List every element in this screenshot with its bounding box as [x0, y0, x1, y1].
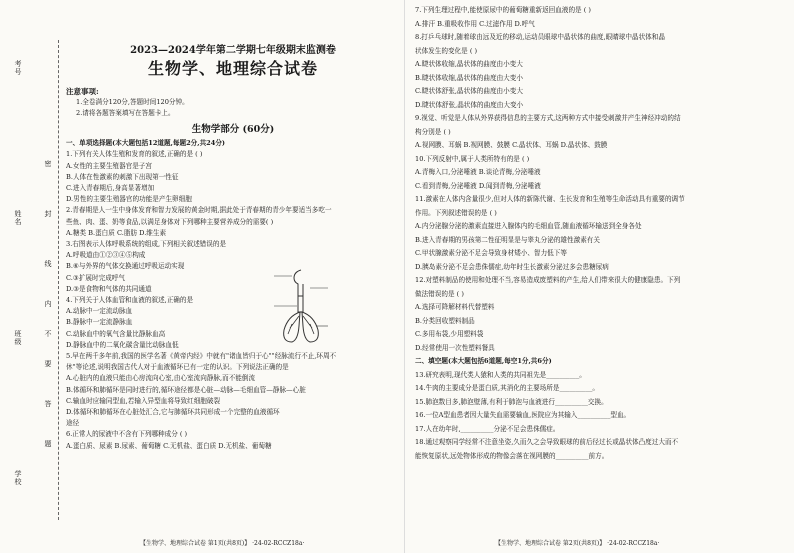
page-2-content	[415, 4, 787, 463]
question-line: 8.打乒乓球时,随着球由远及近的移动,运动员眼球中晶状体的曲度,眼睛球中晶状体和晶	[415, 33, 665, 41]
question-line: A.青梅入口,分泌唾液 B.谈论青梅,分泌唾液	[415, 168, 541, 176]
exam-subtitle: 生物学、地理综合试卷	[147, 59, 318, 78]
question-line: 2.青春期是人一生中身体发育和智力发展的黄金时期,据此处于青春期的青少年要适当多吃一	[66, 206, 332, 215]
note-item: 2.请将各题答案填写在答题卡上。	[76, 108, 175, 117]
question-line: 做法错误的是 ( )	[415, 289, 464, 298]
question-line: B.体循环和肺循环是同时进行的,循环途径都是心脏—动脉—毛细血管—静脉—心脏	[66, 385, 306, 394]
question-line: 14.牛肉的主要成分是蛋白质,其消化的主要场所是__________。	[415, 384, 600, 392]
seal-char: 封	[44, 210, 52, 218]
question-line: B.睫状体收缩,晶状体的曲度由大变小	[415, 73, 523, 82]
margin-label-exam-number: 考号	[14, 60, 22, 76]
question-line: A.蛋白质、尿素 B.尿素、葡萄糖 C.无机盐、蛋白质 D.无机盐、葡萄糖	[66, 441, 272, 450]
question-line: 11.激素在人体内含量很少,但对人体的新陈代谢、生长发育和生殖等生命活动具有重要的调节	[415, 195, 685, 203]
question-line: C.多用布袋,少用塑料袋	[415, 330, 484, 338]
question-line: C.③扩展时完成呼气	[66, 273, 125, 282]
question-line: 能恢复原状,远处物体形成的物像会落在视网膜的__________前方。	[415, 451, 609, 460]
question-line: 6.正常人的尿液中不含有下列哪种成分 ( )	[66, 430, 188, 439]
page-1-content	[66, 4, 400, 452]
binding-margin	[0, 0, 62, 553]
question-line: B.分类回收塑料制品	[415, 316, 475, 325]
margin-label-name: 姓名	[14, 210, 22, 226]
question-line: A.视网膜、耳蜗 B.视网膜、鼓膜 C.晶状体、耳蜗 D.晶状体、鼓膜	[415, 141, 608, 149]
question-line: B.人体在性激素的刺激下出现第一性征	[66, 172, 179, 181]
question-line: 3.右图表示人体呼吸系统的组成,下列相关叙述错误的是	[66, 240, 227, 249]
question-line: 状体发生的变化是 ( )	[415, 46, 478, 55]
seal-char: 线	[44, 260, 52, 268]
question-line: 15.肺泡数目多,肺泡壁薄,有利于肺泡与血液进行__________交换。	[415, 397, 608, 406]
section-heading: 生物学部分 (60分)	[191, 124, 275, 136]
question-line: D.经常使用一次性塑料餐具	[415, 343, 495, 352]
note-item: 1.全卷满分120分,答题时间120分钟。	[76, 98, 189, 106]
question-line: 休"等论述,说明我国古代人对于血液循环已有一定的认识。下列说法正确的是	[66, 363, 289, 372]
question-line: C.动脉血中的氧气含量比静脉血高	[66, 329, 166, 338]
question-line: D.男性的主要生殖器官的功能是产生卵细胞	[66, 195, 192, 204]
seal-char: 密	[44, 160, 52, 168]
question-list	[415, 4, 787, 463]
question-line: A.内分泌腺分泌的激素直接进入腺体内的毛细血管,随血液循环输送到全身各处	[415, 222, 642, 230]
question-line: C.输血时应输同型血,若输入异型血将导致红细胞破裂	[66, 396, 221, 405]
question-line: A.睫状体收缩,晶状体的曲度由小变大	[415, 60, 523, 68]
notes-heading: 注意事项:	[66, 87, 99, 96]
question-line: 1.下列有关人体生殖和发育的叙述,正确的是 ( )	[66, 150, 203, 159]
question-line: D.胰岛素分泌不足会患侏儒症,幼年时生长激素分泌过多会患糖尿病	[415, 262, 609, 271]
question-line: 些鱼、肉、蛋、奶等食品,以满足身体对下列哪种主要营养成分的需要( )	[66, 217, 274, 226]
question-line: 7.下列生理过程中,能使原尿中的葡萄糖重新返回血液的是 ( )	[415, 6, 591, 14]
question-line: A.排汗 B.重吸收作用 C.过滤作用 D.呼气	[415, 19, 535, 28]
question-line: 构分别是 ( )	[415, 127, 451, 136]
cut-line	[58, 40, 59, 520]
page-2	[404, 0, 794, 553]
question-line: 途径	[66, 419, 80, 428]
page-2-footer: 【生物学、地理综合试卷 第2页(共8页)】 ·24-02-RCCZ18a·	[495, 540, 660, 547]
seal-char: 答	[44, 400, 52, 408]
question-line: D.睫状体舒张,晶状体的曲度由大变小	[415, 100, 524, 109]
question-line: B.⑥与外界的气体交换通过呼吸运动实现	[66, 262, 185, 271]
question-line: 12.对塑料制品的使用和处理不当,容易造成废塑料的产生,给人们带来很大的健康隐患。下列	[415, 276, 681, 284]
question-line: D.静脉血中的二氧化碳含量比动脉血低	[66, 340, 179, 349]
margin-label-school: 学校	[14, 470, 22, 486]
seal-char: 要	[44, 360, 52, 368]
question-section-heading: 二、填空题(本大题包括6道题,每空1分,共6分)	[415, 357, 552, 365]
question-line: 5.早在两千多年前,我国的医学名著《黄帝内经》中就有"诸血皆归于心""经脉流行不止,环周不	[66, 352, 337, 361]
question-line: A.糖类 B.蛋白质 C.脂肪 D.维生素	[66, 228, 167, 237]
question-line: C.进入青春期后,身高显著增加	[66, 184, 155, 192]
margin-label-class: 班级	[14, 330, 22, 346]
question-line: A.动脉中一定流动脉血	[66, 307, 133, 316]
exam-title: 2023—2024学年第二学期七年级期末监测卷	[130, 45, 336, 56]
question-line: C.睫状体舒张,晶状体的曲度由小变大	[415, 87, 523, 95]
respiratory-system-diagram	[270, 266, 332, 348]
question-line: A.女性的主要生殖器官是子宫	[66, 161, 152, 170]
question-section-heading: 一、单项选择题(本大题包括12道题,每题2分,共24分)	[66, 139, 226, 148]
question-line: 10.下列反射中,属于人类所特有的是 ( )	[415, 154, 530, 163]
seal-char: 内	[44, 300, 52, 308]
question-line: 9.视觉、听觉是人体从外界获得信息的主要方式,这两种方式中接受刺激并产生神经冲动的结	[415, 114, 681, 122]
seal-char: 不	[44, 330, 52, 338]
page-1-footer: 【生物学、地理综合试卷 第1页(共8页)】 ·24-02-RCCZ18a·	[140, 540, 305, 547]
question-list	[66, 138, 400, 452]
seal-char: 题	[44, 440, 52, 448]
question-line: 4.下列关于人体血管和血液的叙述,正确的是	[66, 296, 194, 305]
question-line: D.③是食物和气体的共同通道	[66, 284, 152, 293]
question-line: C.看到青梅,分泌唾液 D.闻到青梅,分泌唾液	[415, 181, 541, 190]
question-line: A.呼吸道由①②③④⑤构成	[66, 251, 146, 260]
question-line: C.甲状腺激素分泌不足会导致身材矮小、智力低下等	[415, 249, 567, 257]
question-line: 18.通过观察同学经常不注意坐姿,久而久之会导致眼球的前后径过长或晶状体凸度过大而不	[415, 438, 679, 446]
question-line: D.体循环和肺循环在心脏处汇合,它与肺循环共同形成一个完整的血液循环	[66, 408, 280, 417]
question-line: 16.一位A型血患者因大量失血需要输血,医院应为其输入__________型血。	[415, 411, 631, 419]
question-line: B.进入青春期的男孩第二性征明显是与睾丸分泌的雄性激素有关	[415, 235, 600, 244]
question-line: B.静脉中一定流静脉血	[66, 318, 133, 327]
question-line: A.心脏内的血液只能由心房流向心室,由心室流向静脉,而不能倒流	[66, 374, 256, 383]
question-line: A.选择可降解材料代替塑料	[415, 303, 495, 311]
question-line: 13.研究表明,现代类人猿和人类的共同祖先是__________。	[415, 370, 586, 379]
question-line: 作用。下列叙述错误的是 ( )	[415, 208, 497, 217]
question-line: 17.人在幼年时,__________分泌不足会患侏儒症。	[415, 424, 560, 433]
